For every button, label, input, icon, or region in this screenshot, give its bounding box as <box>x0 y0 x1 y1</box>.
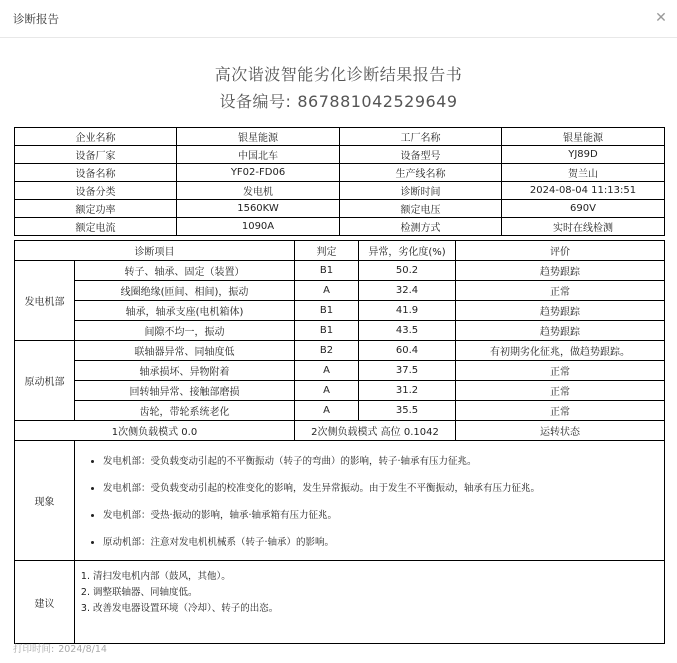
diag-row <box>15 341 665 361</box>
equipment-info-table <box>14 127 665 236</box>
diag-row <box>15 301 665 321</box>
info-label-cell: 额定电压 <box>340 200 502 218</box>
diag-item: 联轴器异常、同轴度低 <box>75 341 295 361</box>
load-mode-first: 1次侧负载模式 0.0 <box>15 421 295 441</box>
diag-item: 转子、轴承、固定（装置） <box>75 261 295 281</box>
info-value-cell: 实时在线检测 <box>502 218 665 236</box>
suggestion-item: 2. 调整联轴器、同轴度低。 <box>93 585 664 601</box>
diag-header-row <box>15 241 665 261</box>
suggestion-label: 建议 <box>15 561 75 644</box>
suggestion-list <box>75 569 664 617</box>
diag-judge: B1 <box>295 261 359 281</box>
info-label-cell: 检测方式 <box>340 218 502 236</box>
diag-row <box>15 361 665 381</box>
diag-header-evaluation: 评价 <box>456 241 665 261</box>
phenomena-item: • 原动机部：注意对发电机机械系（转子·轴承）的影响。 <box>103 534 664 548</box>
info-row <box>15 128 665 146</box>
print-time-value: 2024/8/14 <box>58 644 107 655</box>
diag-evaluation: 正常 <box>456 361 665 381</box>
diag-degree: 50.2 <box>359 261 456 281</box>
diag-evaluation: 趋势跟踪 <box>456 301 665 321</box>
suggestion-item: 3. 改善发电器设置环境（冷却）、转子的出恣。 <box>93 601 664 617</box>
close-icon[interactable]: ✕ <box>655 10 667 26</box>
diag-item: 齿轮，带轮系统老化 <box>75 401 295 421</box>
diag-degree: 31.2 <box>359 381 456 401</box>
diag-row <box>15 281 665 301</box>
info-label-cell: 企业名称 <box>15 128 177 146</box>
device-number-label: 设备编号 <box>219 92 286 111</box>
info-value-cell: 发电机 <box>177 182 340 200</box>
diag-judge: A <box>295 361 359 381</box>
diag-item: 线圈绝缘(匝间、相间)，振动 <box>75 281 295 301</box>
diag-evaluation: 正常 <box>456 401 665 421</box>
phenomena-list <box>75 453 664 548</box>
print-time-label: 打印时间 <box>13 644 52 655</box>
diag-degree: 60.4 <box>359 341 456 361</box>
print-time-separator: : <box>51 644 55 655</box>
load-mode-second: 2次侧负载模式 高位 0.1042 <box>295 421 456 441</box>
phenomena-content <box>75 441 665 561</box>
info-row <box>15 200 665 218</box>
print-time <box>13 641 107 655</box>
operation-state: 运转状态 <box>456 421 665 441</box>
diag-header-degree: 异常，劣化度(%) <box>359 241 456 261</box>
info-value-cell: 银星能源 <box>177 128 340 146</box>
diag-degree: 41.9 <box>359 301 456 321</box>
diag-judge: B1 <box>295 301 359 321</box>
phenomena-item: • 发电机部：受负载变动引起的校准变化的影响，发生异常振动。由于发生不平衡振动，轴承有压力征兆。 <box>103 480 664 494</box>
diag-degree: 37.5 <box>359 361 456 381</box>
info-label-cell: 设备厂家 <box>15 146 177 164</box>
diag-degree: 35.5 <box>359 401 456 421</box>
diag-evaluation: 趋势跟踪 <box>456 261 665 281</box>
device-number-separator: : <box>285 92 292 111</box>
suggestion-item: 1. 清扫发电机内部（鼓风，其他）。 <box>93 569 664 585</box>
report-title: 高次谐波智能劣化诊断结果报告书 <box>214 65 463 84</box>
dialog-title: 诊断报告 <box>13 12 59 26</box>
suggestion-content <box>75 561 665 644</box>
diag-row <box>15 401 665 421</box>
info-value-cell: YJ89D <box>502 146 665 164</box>
diag-row <box>15 381 665 401</box>
diag-judge: A <box>295 401 359 421</box>
info-label-cell: 设备名称 <box>15 164 177 182</box>
info-value-cell: 2024-08-04 11:13:51 <box>502 182 665 200</box>
info-row <box>15 146 665 164</box>
info-label-cell: 设备型号 <box>340 146 502 164</box>
info-row <box>15 182 665 200</box>
diag-evaluation: 正常 <box>456 381 665 401</box>
info-row <box>15 164 665 182</box>
diag-judge: B1 <box>295 321 359 341</box>
diagnosis-table <box>14 240 665 644</box>
diag-row <box>15 321 665 341</box>
info-value-cell: 中国北车 <box>177 146 340 164</box>
diag-item: 回转轴异常、接触部磨损 <box>75 381 295 401</box>
phenomena-label: 现象 <box>15 441 75 561</box>
diag-degree: 32.4 <box>359 281 456 301</box>
dialog-header <box>0 0 677 38</box>
phenomena-item: • 发电机部：受负载变动引起的不平衡振动（转子的弯曲）的影响，转子·轴承有压力征兆。 <box>103 453 664 467</box>
diag-item: 轴承损坏、异物附着 <box>75 361 295 381</box>
info-label-cell: 额定电流 <box>15 218 177 236</box>
diag-degree: 43.5 <box>359 321 456 341</box>
info-value-cell: 1090A <box>177 218 340 236</box>
diag-row <box>15 261 665 281</box>
info-value-cell: 1560KW <box>177 200 340 218</box>
info-row <box>15 218 665 236</box>
diag-judge: A <box>295 381 359 401</box>
diag-header-item: 诊断项目 <box>15 241 295 261</box>
info-label-cell: 生产线名称 <box>340 164 502 182</box>
device-number-line <box>0 89 677 112</box>
info-label-cell: 诊断时间 <box>340 182 502 200</box>
info-label-cell: 设备分类 <box>15 182 177 200</box>
load-mode-row <box>15 421 665 441</box>
suggestion-row <box>15 561 665 644</box>
device-number-value: 867881042529649 <box>297 92 458 111</box>
info-value-cell: 690V <box>502 200 665 218</box>
info-label-cell: 工厂名称 <box>340 128 502 146</box>
info-value-cell: YF02-FD06 <box>177 164 340 182</box>
diag-judge: B2 <box>295 341 359 361</box>
info-label-cell: 额定功率 <box>15 200 177 218</box>
diag-group-name: 发电机部 <box>15 261 75 341</box>
diag-item: 间隙不均一，振动 <box>75 321 295 341</box>
diag-evaluation: 正常 <box>456 281 665 301</box>
diag-item: 轴承，轴承支座(电机箱体) <box>75 301 295 321</box>
info-value-cell: 银星能源 <box>502 128 665 146</box>
info-value-cell: 贺兰山 <box>502 164 665 182</box>
diag-judge: A <box>295 281 359 301</box>
diag-header-judge: 判定 <box>295 241 359 261</box>
phenomena-row <box>15 441 665 561</box>
phenomena-item: • 发电机部：受热·振动的影响，轴承·轴承箱有压力征兆。 <box>103 507 664 521</box>
diag-evaluation: 趋势跟踪 <box>456 321 665 341</box>
diag-group-name: 原动机部 <box>15 341 75 421</box>
diag-evaluation: 有初期劣化征兆，做趋势跟踪。 <box>456 341 665 361</box>
